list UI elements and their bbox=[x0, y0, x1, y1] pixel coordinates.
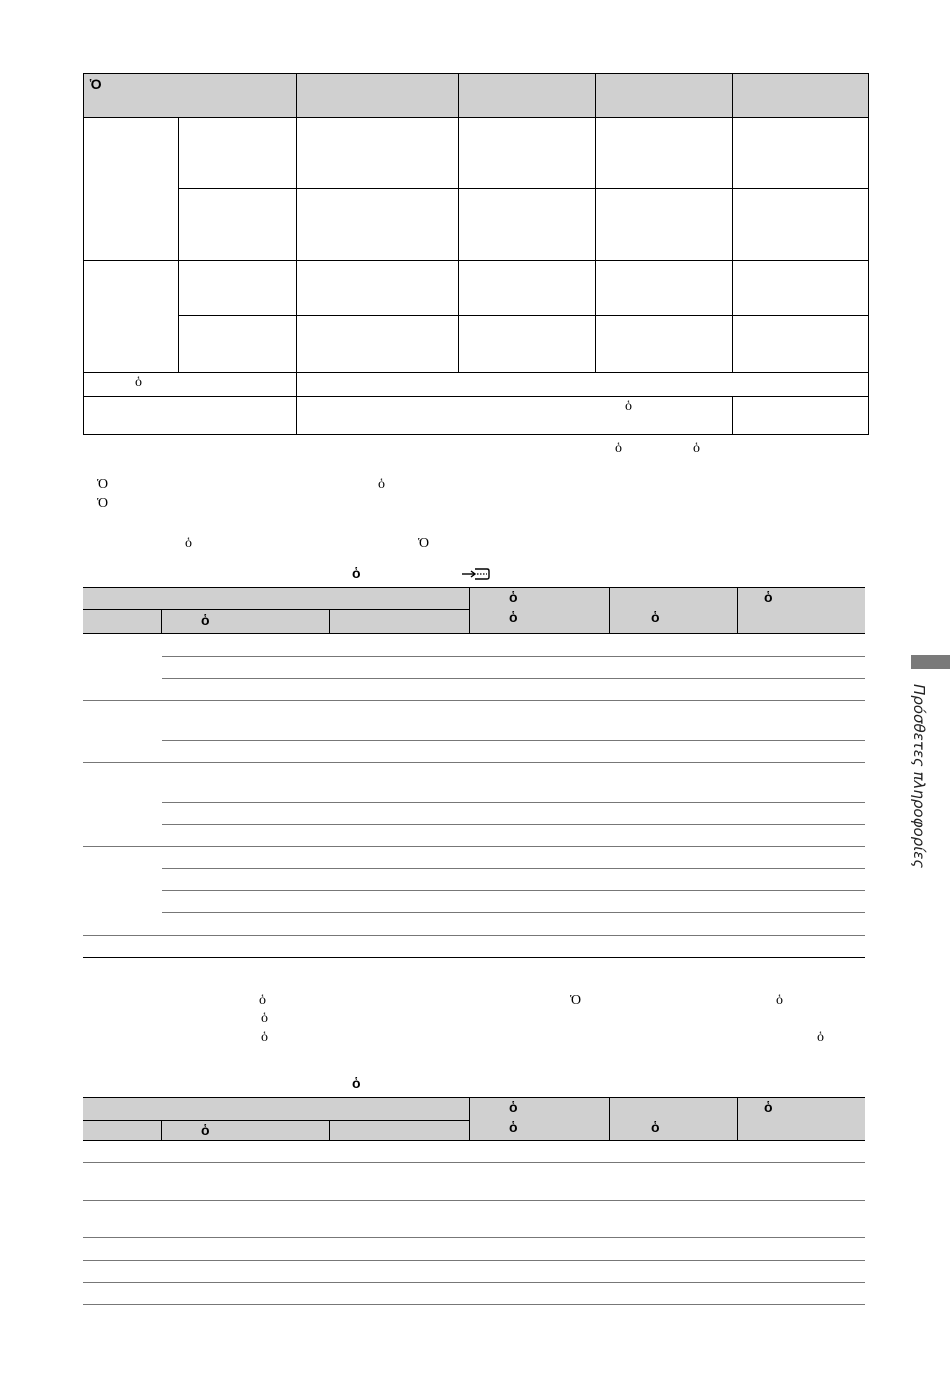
note-glyph: ὁ bbox=[259, 993, 266, 1008]
table-2-caption: ὁ bbox=[352, 565, 361, 581]
table-2-header-col6: ὁ bbox=[764, 589, 773, 605]
note-glyph: ὁ bbox=[261, 1011, 268, 1026]
note-bullet: Ὁ bbox=[97, 477, 109, 492]
table-3-header-col4-top: ὁ bbox=[509, 1099, 518, 1115]
note-glyph: ὁ bbox=[615, 441, 622, 456]
note-glyph: Ὁ bbox=[570, 993, 582, 1008]
table-3-header-col5: ὁ bbox=[651, 1119, 660, 1135]
table-3-header-col4-bottom: ὁ bbox=[509, 1119, 518, 1135]
note-glyph: ὁ bbox=[261, 1030, 268, 1045]
section-title bbox=[900, 684, 930, 914]
table-3-caption: ὁ bbox=[352, 1075, 361, 1091]
table-1-header-label: Ὁ bbox=[90, 76, 102, 92]
table-2-subheader: ὁ bbox=[201, 612, 210, 628]
table-1-row-value: ὁ bbox=[625, 399, 632, 414]
note-glyph: ὁ bbox=[693, 441, 700, 456]
note-bullet: Ὁ bbox=[97, 496, 109, 511]
section-tab-marker bbox=[911, 655, 950, 669]
table-3-header-col6: ὁ bbox=[764, 1099, 773, 1115]
table-2-header-col4-bottom: ὁ bbox=[509, 609, 518, 625]
note-glyph: ὁ bbox=[378, 477, 385, 492]
table-3-subheader: ὁ bbox=[201, 1122, 210, 1138]
note-glyph: ὁ bbox=[776, 993, 783, 1008]
note-glyph: ὁ bbox=[817, 1030, 824, 1045]
table-2-header-col4-top: ὁ bbox=[509, 589, 518, 605]
note-glyph: ὁ bbox=[185, 536, 192, 551]
table-1-row-label: ὁ bbox=[135, 375, 142, 390]
section-title-text: Πρόσθετες πληροφορίες bbox=[910, 684, 928, 869]
input-arrow-icon bbox=[461, 566, 491, 582]
table-2-header-col5: ὁ bbox=[651, 609, 660, 625]
note-glyph: Ὁ bbox=[418, 536, 430, 551]
